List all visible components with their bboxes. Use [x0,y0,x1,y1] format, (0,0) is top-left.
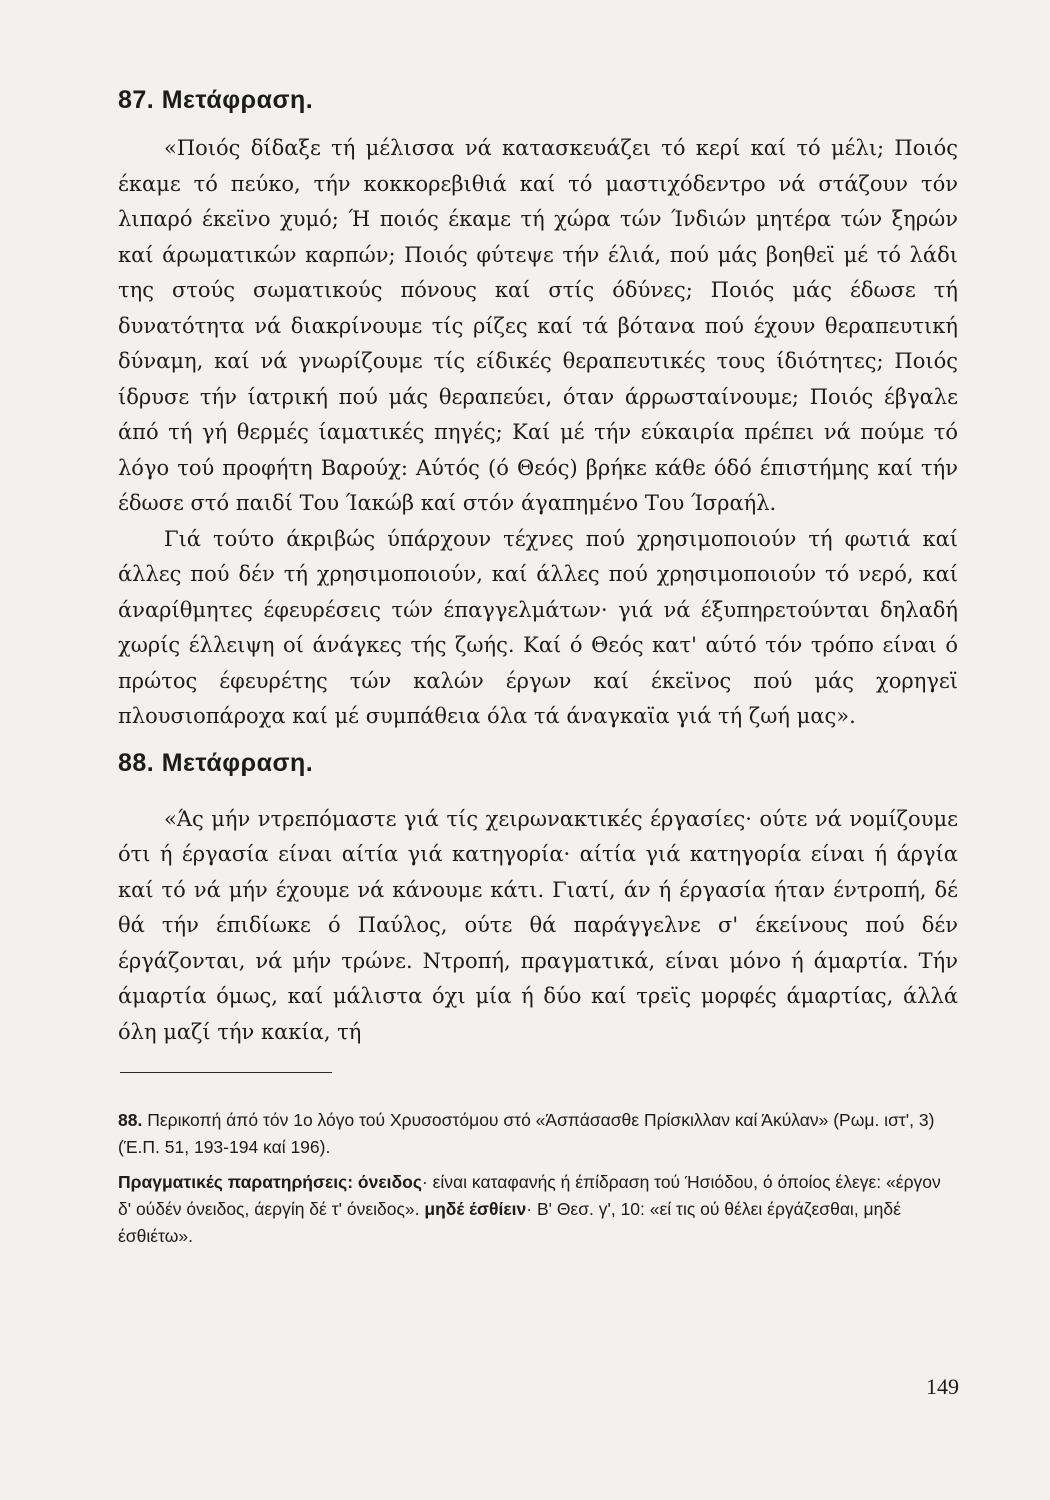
remarks-text-2: · Β' Θεσ. γ', 10: «εί τις ού θέλει έργάζεσθαι, μηδέ έσθιέτω». [118,1199,901,1246]
remarks-term-1: όνειδος [357,1172,422,1192]
remarks-label: Πραγματικές παρατηρήσεις: [118,1172,354,1192]
page-number: 149 [926,1374,959,1399]
remarks-text-1: · είναι καταφανής ή έπίδραση τού Ήσιόδου, ό όποίος έλεγε: «έργον δ' ούδέν όνειδος, άεργίη δέ τ' όνειδος». [118,1172,941,1219]
section-87-paragraph-1: «Ποιός δίδαξε τή μέλισσα νά κατασκευάζει τό κερί καί τό μέλι; Ποιός έκαμε τό πεύκο, τήν κοκκορεβιθιά καί τό μαστιχόδεντρο νά στάζουν τόν λιπαρό έκεϊνο χυμό; Ή ποιός έκαμε τή χώρα τών Ίνδιών μητέρα τών ξηρών καί άρωματικών καρπών; Ποιός φύτεψε τήν έλιά, πού μάς βοηθεϊ μέ τό λάδι της στούς σωματικούς πόνους καί στίς όδύνες; Ποιός μάς έδωσε τή δυνατότητα νά διακρίνουμε τίς ρίζες καί τά βότανα πού έχουν θεραπευτική δύναμη, καί νά γνωρίζουμε τίς είδικές θεραπευτικές τους ίδιότητες; Ποιός ίδρυσε τήν ίατρική πού μάς θεραπεύει, όταν άρρωσταίνουμε; Ποιός έβγαλε άπό τή γή θερμές ίαματικές πηγές; Καί μέ τήν εύκαιρία πρέπει νά πούμε τό λόγο τού προφήτη Βαρούχ: Αύτός (ό Θεός) βρήκε κάθε όδό έπιστήμης καί τήν έδωσε στό παιδί Του Ίακώβ καί στόν άγαπημένο Του Ίσραήλ. [118,136,958,515]
section-88-heading: 88. Μετάφραση. [118,748,314,777]
footnote-remarks [118,1169,958,1250]
footnote-88 [118,1107,958,1161]
footnote-88-label: 88. [118,1110,143,1130]
section-87-heading: 87. Μετάφραση. [118,86,314,114]
section-87-paragraph-2: Γιά τούτο άκριβώς ύπάρχουν τέχνες πού χρησιμοποιούν τή φωτιά καί άλλες πού δέν τή χρησιμοποιούν, καί άλλες πού χρησιμοποιούν τό νερό, καί άναρίθμητες έφευρέσεις τών έπαγγελμάτων· γιά νά έξυπηρετούνται δηλαδή χωρίς έλλειψη οί άνάγκες τής ζωής. Καί ό Θεός κατ' αύτό τόν τρόπο είναι ό πρώτος έφευρέτης τών καλών έργων καί έκεϊνος πού μάς χορηγεϊ πλουσιοπάροχα καί μέ συμπάθεια όλα τά άναγκαϊα γιά τή ζωή μας». [118,526,958,728]
section-88-paragraph-1: «Άς μήν ντρεπόμαστε γιά τίς χειρωνακτικές έργασίες· ούτε νά νομίζουμε ότι ή έργασία είναι αίτία γιά κατηγορία· αίτία γιά κατηγορία είναι ή άργία καί τό νά μήν έχουμε νά κάνουμε κάτι. Γιατί, άν ή έργασία ήταν έντροπή, δέ θά τήν έπιδίωκε ό Παύλος, ούτε θά παράγγελνε σ' έκείνους πού δέν έργάζονται, νά μήν τρώνε. Ντροπή, πραγματικά, είναι μόνο ή άμαρτία. Τήν άμαρτία όμως, καί μάλιστα όχι μία ή δύο καί τρεϊς μορφές άμαρτίας, άλλά όλη μαζί τήν κακία, τή [118,806,958,1044]
page-content [118,86,958,1258]
footnote-88-text: Περικοπή άπό τόν 1ο λόγο τού Χρυσοστόμου στό «Άσπάσασθε Πρίσκιλλαν καί Άκύλαν» (Ρωμ. ιστ', 3) (Έ.Π. 51, 193-194 καί 196). [118,1110,935,1157]
remarks-term-2: μηδέ έσθίειν [424,1199,527,1219]
footnote-separator [120,1072,332,1073]
